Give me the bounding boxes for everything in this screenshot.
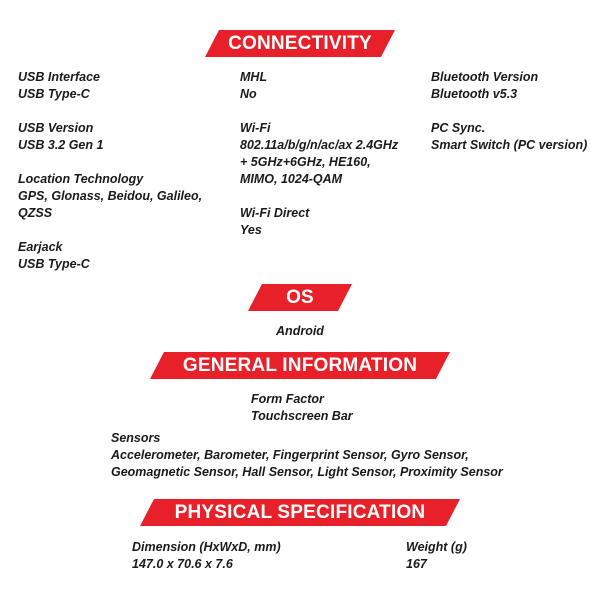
pc-sync-value: Smart Switch (PC version) bbox=[431, 138, 588, 152]
dimension-spec bbox=[132, 539, 281, 573]
mhl-label: MHL bbox=[240, 70, 268, 84]
mhl-spec bbox=[240, 69, 267, 103]
bluetooth-value: Bluetooth v5.3 bbox=[431, 87, 518, 101]
weight-value: 167 bbox=[406, 557, 427, 571]
bluetooth-spec bbox=[431, 69, 538, 103]
usb-version-value: USB 3.2 Gen 1 bbox=[18, 138, 104, 152]
usb-interface-spec bbox=[18, 69, 100, 103]
weight-spec bbox=[406, 539, 467, 573]
os-header bbox=[248, 284, 352, 311]
mhl-value: No bbox=[240, 87, 257, 101]
connectivity-title: CONNECTIVITY bbox=[228, 33, 372, 54]
weight-label: Weight (g) bbox=[406, 540, 467, 554]
pc-sync-label: PC Sync. bbox=[431, 121, 486, 135]
wifi-label: Wi-Fi bbox=[240, 121, 271, 135]
wifi-direct-spec bbox=[240, 205, 309, 239]
sensors-label: Sensors bbox=[111, 431, 161, 445]
os-value: Android bbox=[276, 324, 324, 338]
usb-interface-label: USB Interface bbox=[18, 70, 100, 84]
dimension-value: 147.0 x 70.6 x 7.6 bbox=[132, 557, 233, 571]
os-title: OS bbox=[286, 287, 314, 308]
form-factor-label: Form Factor bbox=[251, 392, 324, 406]
earjack-spec bbox=[18, 239, 90, 273]
wifi-direct-label: Wi-Fi Direct bbox=[240, 206, 310, 220]
form-factor-value: Touchscreen Bar bbox=[251, 409, 353, 423]
general-header bbox=[150, 352, 450, 379]
physical-header bbox=[140, 499, 460, 526]
pc-sync-spec bbox=[431, 120, 587, 154]
usb-version-label: USB Version bbox=[18, 121, 94, 135]
bluetooth-label: Bluetooth Version bbox=[431, 70, 539, 84]
location-spec bbox=[18, 171, 202, 222]
usb-interface-value: USB Type-C bbox=[18, 87, 90, 101]
usb-version-spec bbox=[18, 120, 103, 154]
physical-title: PHYSICAL SPECIFICATION bbox=[174, 502, 426, 523]
general-title: GENERAL INFORMATION bbox=[182, 355, 418, 376]
earjack-label: Earjack bbox=[18, 240, 63, 254]
earjack-value: USB Type-C bbox=[18, 257, 90, 271]
wifi-direct-value: Yes bbox=[240, 223, 262, 237]
dimension-label: Dimension (HxWxD, mm) bbox=[132, 540, 281, 554]
wifi-spec bbox=[240, 120, 398, 188]
connectivity-header bbox=[205, 30, 395, 57]
form-factor-spec bbox=[251, 391, 353, 425]
sensors-value: Accelerometer, Barometer, Fingerprint Sensor, Gyro Sensor, Geomagnetic Sensor, Hall Sensor, Light Sensor, Proximity Sensor bbox=[111, 448, 503, 479]
location-label: Location Technology bbox=[18, 172, 144, 186]
location-value: GPS, Glonass, Beidou, Galileo, QZSS bbox=[18, 189, 203, 220]
sensors-spec bbox=[111, 430, 503, 481]
wifi-value: 802.11a/b/g/n/ac/ax 2.4GHz + 5GHz+6GHz, HE160, MIMO, 1024-QAM bbox=[240, 138, 399, 186]
